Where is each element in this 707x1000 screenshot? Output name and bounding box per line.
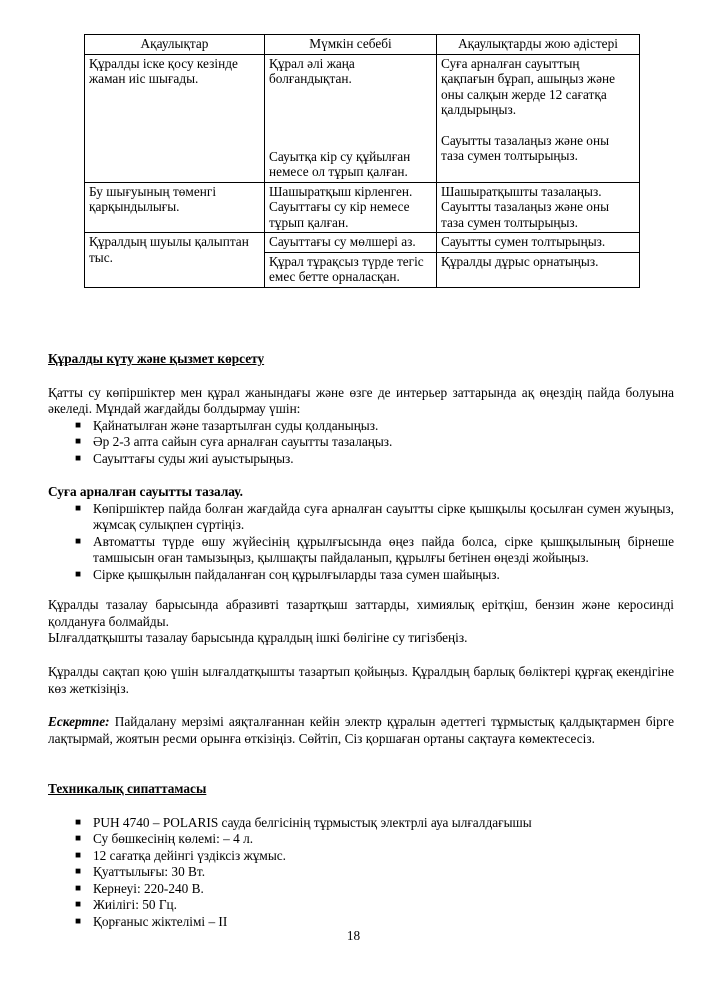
table-cell [85, 182, 265, 233]
table-cell [85, 233, 265, 288]
bullet-icon: ■ [75, 899, 82, 910]
list-item-text: Қайнатылған және тазартылған суды қолданыңыз. [93, 417, 379, 433]
specs-list [48, 815, 674, 931]
list-item [48, 897, 674, 914]
bullet-icon: ■ [75, 452, 82, 464]
list-item-text: Сауыттағы суды жиі ауыстырыңыз. [93, 450, 294, 466]
column-header: Ақаулықтар [85, 35, 265, 55]
table-cell [437, 54, 640, 182]
table-row [85, 233, 640, 253]
bullet-icon: ■ [75, 436, 82, 447]
table-header-row [85, 35, 640, 55]
table-row [85, 182, 640, 233]
tank-cleaning-list [48, 501, 674, 584]
list-item [48, 567, 674, 584]
bullet-icon: ■ [75, 568, 82, 580]
problem-text: Бу шығуының төменгі қарқындылығы. [89, 183, 217, 214]
bullet-icon: ■ [75, 502, 82, 514]
bullet-icon: ■ [75, 419, 82, 431]
list-item [48, 831, 674, 848]
table-cell [265, 252, 437, 287]
fix-text: Сауытты тазалаңыз және оны таза сумен толтырыңыз. [441, 132, 609, 163]
tank-cleaning-section [48, 484, 674, 583]
specs-section [48, 781, 674, 930]
bullet-icon: ■ [75, 915, 82, 927]
list-item [48, 864, 674, 881]
cause-text: Сауыттағы су мөлшері аз. [269, 234, 416, 249]
care-intro: Қатты су көпіршіктер мен құрал жанындағы және өзге де интерьер заттарында ақ өңездің пайда болуына әкеледі. Мұндай жағдайды болдырмау үшін: [48, 384, 674, 416]
list-item-text: Әр 2-3 апта сайын суға арналған сауытты тазалаңыз. [93, 434, 393, 449]
note-section [48, 714, 674, 747]
list-item-text: Автоматты түрде өшу жүйесінің құрылғысында өңез пайда болса, сірке қышқылының бірнеше тамшысын оған тамызыңыз, қылшақты пайдаланып, құрылғы бетінен өңезді жойыңыз. [93, 533, 674, 565]
problem-text: Құралды іске қосу кезінде жаман иіс шығады. [89, 55, 238, 86]
fix-text: Құралды дұрыс орнатыңыз. [441, 253, 599, 269]
table-cell [265, 233, 437, 253]
bullet-icon: ■ [75, 866, 82, 877]
note-text: Пайдалану мерзімі аяқталғаннан кейін электр құралын әдеттегі тұрмыстық қалдықтармен бірге лақтырмай, жоятын ресми орынға өткізіңіз. Сөйтіп, Сіз қоршаған ортаны сақтауға көмектесесіз. [48, 714, 674, 746]
cleaning-paragraphs [48, 597, 674, 647]
list-item [48, 848, 674, 865]
care-heading: Құралды күту және қызмет көрсету [48, 351, 265, 366]
table-cell [437, 233, 640, 253]
bullet-icon: ■ [75, 816, 82, 828]
list-item-text: Сірке қышқылын пайдаланған соң құрылғыларды таза сумен шайыңыз. [93, 566, 500, 582]
list-item-text: 12 сағатқа дейінгі үздіксіз жұмыс. [93, 847, 286, 863]
cause-text: Құрал тұрақсыз түрде тегіс емес бетте орналасқан. [269, 253, 424, 284]
list-item [48, 451, 674, 468]
column-header: Ақаулықтарды жою әдістері [437, 35, 640, 55]
list-item-text: PUH 4740 – POLARIS сауда белгісінің тұрмыстық электрлі ауа ылғалдағышы [93, 814, 532, 830]
list-item [48, 534, 674, 567]
bullet-icon: ■ [75, 535, 82, 547]
list-item [48, 501, 674, 534]
list-item [48, 881, 674, 898]
bullet-icon: ■ [75, 882, 82, 894]
page-number: 18 [346, 928, 361, 943]
troubleshooting-table [84, 34, 640, 288]
table-row [85, 54, 640, 182]
bullet-icon: ■ [75, 849, 82, 861]
cause-text: Құрал әлі жаңа болғандықтан. [269, 55, 355, 86]
abrasive-paragraph: Құралды тазалау барысында абразивті тазартқыш заттарды, химиялық ерітқіш, бензин және керосинді қолдануға болмайды. [48, 597, 674, 629]
fix-text: Шашыратқышты тазалаңыз. Сауытты тазалаңыз және оны таза сумен толтырыңыз. [441, 183, 609, 230]
fix-text: Сауытты сумен толтырыңыз. [441, 234, 606, 249]
table-cell [437, 252, 640, 287]
list-item [48, 434, 674, 451]
list-item-text: Қорғаныс жіктелімі – II [93, 913, 228, 929]
care-list [48, 418, 674, 468]
table-cell [265, 182, 437, 233]
table-cell [85, 54, 265, 182]
tank-cleaning-heading: Суға арналған сауытты тазалау. [48, 484, 243, 499]
note-paragraph [48, 714, 674, 747]
care-section [48, 351, 674, 467]
fix-text: Суға арналған сауыттың қақпағын бұрап, ашыңыз және оны салқын жерде 12 сағатқа қалдырыңыз. [441, 55, 616, 117]
table-cell [265, 54, 437, 182]
list-item-text: Су бөшкесінің көлемі: – 4 л. [93, 831, 254, 846]
column-header: Мүмкін себебі [265, 35, 437, 55]
list-item-text: Кернеуі: 220-240 В. [93, 880, 204, 896]
note-label: Ескертпе: [48, 714, 110, 729]
list-item [48, 815, 674, 832]
list-item-text: Қуаттылығы: 30 Вт. [93, 864, 206, 879]
cause-text: Сауытқа кір су құйылған немесе ол тұрып қалған. [269, 148, 411, 179]
list-item-text: Жиілігі: 50 Гц. [93, 897, 177, 912]
humidifier-clean-paragraph: Ылғалдатқышты тазалау барысында құралдың ішкі бөлігіне су тигізбеңіз. [48, 630, 468, 645]
problem-text: Құралдың шуылы қалыптан тыс. [89, 234, 249, 265]
storage-section [48, 664, 674, 697]
cause-text: Шашыратқыш кірленген. Сауыттағы су кір немесе тұрып қалған. [269, 183, 413, 230]
specs-heading: Техникалық сипаттамасы [48, 781, 207, 796]
bullet-icon: ■ [75, 833, 82, 844]
table-cell [437, 182, 640, 233]
list-item-text: Көпіршіктер пайда болған жағдайда суға арналған сауытты сірке қышқылы қосылған сумен жуыңыз, жұмсақ сулықпен сүртіңіз. [93, 500, 674, 532]
list-item [48, 418, 674, 435]
storage-paragraph: Құралды сақтап қою үшін ылғалдатқышты тазартып қойыңыз. Құралдың барлық бөліктері құрғақ екендігіне көз жеткізіңіз. [48, 664, 674, 696]
